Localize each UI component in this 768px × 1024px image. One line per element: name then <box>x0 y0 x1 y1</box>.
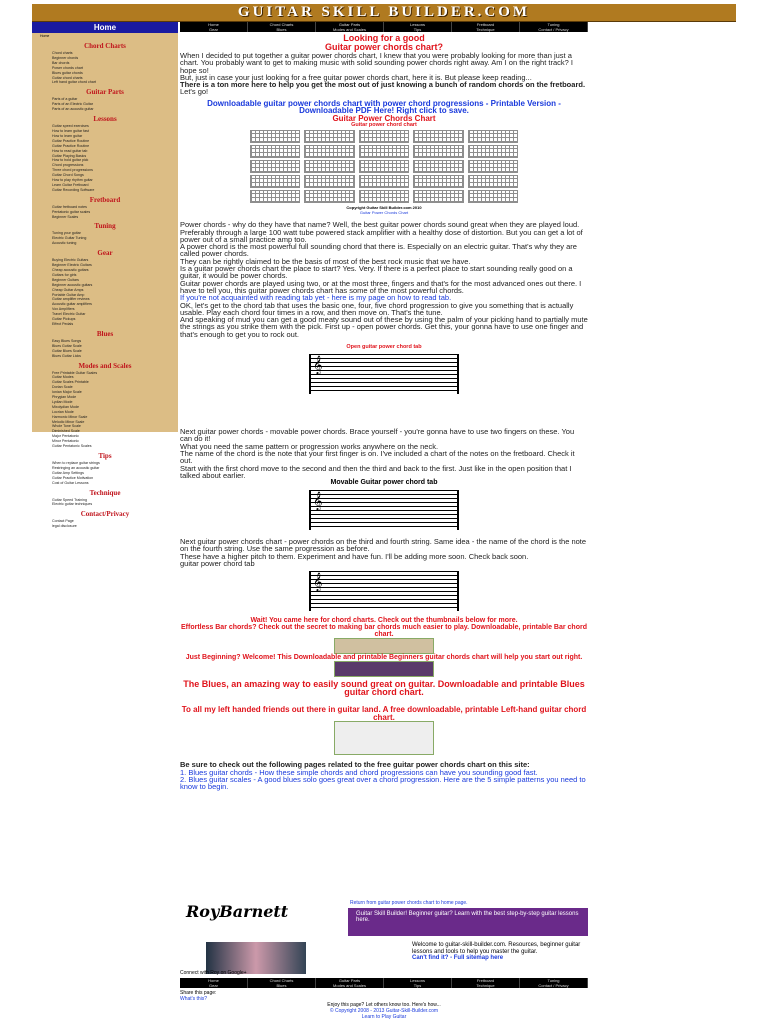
sidebar-link[interactable]: Portable Guitar Amp <box>52 292 85 297</box>
chart-title: Guitar Power Chords Chart <box>332 113 436 123</box>
sidebar-link[interactable]: Acoustic guitar amplifiers <box>52 302 92 307</box>
nav-item[interactable]: Technique <box>452 27 520 32</box>
sidebar-link[interactable]: Electric Guitar Tuning <box>52 236 87 241</box>
sidebar-link[interactable]: Guitar Speed Training <box>52 497 87 502</box>
sidebar-link[interactable]: Harmonic Minor Scale <box>52 414 88 419</box>
signature: RoyBarnett <box>186 902 289 921</box>
sidebar-link[interactable]: Guitar chord charts <box>52 75 83 80</box>
promo-left-hand[interactable]: To all my left handed friends out there in guitar land. A free downloadable, printable Left-hand guitar chord chart. <box>181 705 587 722</box>
download-link[interactable]: Downloadable guitar power chords chart with power chord progressions - Printable Version - Downloadable PDF Here! Right click to save. <box>207 98 561 116</box>
sidebar-link[interactable]: When to replace guitar strings <box>52 461 100 465</box>
sidebar-link[interactable]: Parts of an acoustic guitar <box>52 107 94 112</box>
promo-chord-charts: Wait! You came here for chord charts. Check out the thumbnails below for more. <box>250 617 518 625</box>
sidebar-link[interactable]: Cheap acoustic guitars <box>52 268 89 272</box>
chord-diagram <box>250 145 300 158</box>
sidebar-home-button[interactable]: Home <box>32 22 178 33</box>
sidebar-link[interactable]: Cost of Guitar Lessons <box>52 480 89 485</box>
sidebar <box>32 22 178 529</box>
related-heading: Be sure to check out the following pages related to the free guitar power chords chart on this site: <box>180 760 530 770</box>
sitemap-link[interactable]: Can't find it? - Full sitemap here <box>412 955 504 961</box>
sidebar-link[interactable]: Beginner Guitars <box>52 277 79 282</box>
sidebar-link[interactable]: Beginner chords <box>52 55 79 60</box>
site-banner[interactable] <box>32 4 736 22</box>
chord-diagram <box>468 160 518 173</box>
sidebar-link[interactable]: Learn Guitar Fretboard <box>52 182 89 187</box>
sidebar-link[interactable]: Buying Electric Guitars <box>52 258 89 263</box>
sidebar-section <box>32 222 178 246</box>
sidebar-link[interactable]: legal disclosure <box>52 524 77 529</box>
sidebar-link[interactable]: Dorian Scale <box>52 385 73 390</box>
sidebar-link[interactable]: Blues Guitar Licks <box>52 353 81 358</box>
sidebar-section-title: Tips <box>98 452 112 460</box>
sidebar-link[interactable]: Pentatonic guitar scales <box>52 209 91 214</box>
nav-item[interactable]: Modes and Scales <box>316 27 384 32</box>
chord-diagram <box>304 175 354 188</box>
sidebar-section <box>32 362 178 450</box>
sidebar-link[interactable]: Mixolydian Mode <box>52 404 79 409</box>
sidebar-link[interactable]: Three chord progressions <box>52 168 93 173</box>
sidebar-link[interactable]: Bar chords <box>52 60 70 65</box>
sidebar-link[interactable]: Free Printable Guitar Scales <box>52 370 98 375</box>
sidebar-link[interactable]: How to learn guitar <box>52 133 83 138</box>
sidebar-section-title: Guitar Parts <box>86 88 124 97</box>
sidebar-section <box>32 330 178 359</box>
chord-diagram <box>359 175 409 188</box>
read-tab-link[interactable]: If you're not acquainted with reading tab yet - here is my page on how to read tab. <box>180 293 452 303</box>
third-fourth-string-tab <box>309 571 459 611</box>
nav-item[interactable]: Technique <box>452 983 520 988</box>
sidebar-link[interactable]: Melodic Minor Scale <box>52 419 85 424</box>
sidebar-link[interactable]: Guitar amplifier reviews <box>52 297 90 302</box>
sidebar-link[interactable]: Tuning your guitar <box>52 231 81 236</box>
sidebar-link[interactable]: Whole Tone Scale <box>52 424 81 429</box>
sidebar-home-link[interactable]: Home <box>40 34 50 38</box>
sidebar-link[interactable]: Beginner Electric Guitars <box>52 263 92 268</box>
body-12: Start with the first chord move to the second and then the third and back to the first. Just like in the open position that I talked about earlier. <box>180 463 572 480</box>
chord-diagram <box>468 175 518 188</box>
sidebar-link[interactable]: How to learn guitar fast <box>52 128 89 133</box>
sidebar-link[interactable]: Diminished Scale <box>52 429 80 434</box>
chord-diagram <box>304 145 354 158</box>
nav-item[interactable]: Contact / Privacy <box>520 983 588 988</box>
promo-button[interactable]: Guitar Skill Builder! Beginner guitar? Learn with the best step-by-step guitar lessons here. <box>348 908 588 936</box>
sidebar-link[interactable]: Guitar Playing Basics <box>52 153 87 158</box>
body-2: A power chord is the most powerful full sounding chord that there is. Especially on an electric guitar. That's why they are called power chords. <box>180 242 577 259</box>
chart-subtitle: Guitar power chord chart <box>351 122 417 129</box>
nav-item[interactable]: Fretboard <box>452 978 520 983</box>
sidebar-link[interactable]: How to read guitar tab <box>52 148 88 153</box>
nav-item[interactable]: Tips <box>384 983 452 988</box>
sidebar-link[interactable]: Guitar Practice Motivation <box>52 475 94 480</box>
sidebar-link[interactable]: Power chords chart <box>52 65 83 70</box>
welcome-text: Welcome to guitar-skill-builder.com. Resources, beginner guitar lessons and tools to help you master the guitar. <box>412 942 581 955</box>
nav-item[interactable]: Chord Charts <box>248 22 316 27</box>
body-11: The name of the chord is the note that your first finger is on. I've included a chart of the notes on the fretboard. Check it out. <box>180 448 575 466</box>
sidebar-link[interactable]: Ionian Major Scale <box>52 390 82 395</box>
nav-item[interactable]: Guitar Parts <box>316 22 384 27</box>
sidebar-link[interactable]: Restringing an acoustic guitar <box>52 465 100 470</box>
sidebar-link[interactable]: Guitar Scales Printable <box>52 380 89 385</box>
sidebar-link[interactable]: How to play rhythm guitar <box>52 178 93 183</box>
chord-diagram <box>359 190 409 203</box>
sidebar-link[interactable]: Electric guitar techniques <box>52 502 93 507</box>
intro-3: There is a ton more here to help you get the most out of just knowing a bunch of random chords on the fretboard. <box>180 80 586 90</box>
top-nav <box>180 22 588 32</box>
nav-item[interactable]: Tuning <box>520 22 588 27</box>
sidebar-link[interactable]: Guitar Amp Settings <box>52 470 84 475</box>
sidebar-link[interactable]: Left hand guitar chord chart <box>52 80 96 85</box>
nav-item[interactable]: Guitar Parts <box>316 978 384 983</box>
left-hand-thumbnail[interactable] <box>334 721 434 755</box>
sidebar-link[interactable]: Lydian Mode <box>52 399 73 404</box>
learn-link[interactable]: Learn to Play Guitar <box>361 1014 407 1020</box>
promo-blues[interactable]: The Blues, an amazing way to easily sound great on guitar. Downloadable and printable Blues guitar chord chart. <box>183 679 585 697</box>
sidebar-link[interactable]: Minor Pentatonic <box>52 439 79 444</box>
chord-diagram <box>304 160 354 173</box>
nav-item[interactable]: Tips <box>384 27 452 32</box>
chord-diagram <box>413 190 463 203</box>
sidebar-link[interactable]: How to hold guitar pick <box>52 158 89 163</box>
sidebar-link[interactable]: Guitars for girls <box>52 272 77 277</box>
chord-diagram <box>250 130 300 143</box>
copyright: © Copyright 2008 - 2013 Guitar-Skill-Builder.com <box>329 1008 439 1014</box>
intro-paragraph: When I decided to put together a guitar power chords chart, I knew that you were probably looking for more than just a chart. You probably want to get to making music with solid sounding power chords right away. Am I on the right track? I hope so! <box>180 51 573 75</box>
nav-item[interactable]: Blues <box>248 983 316 988</box>
main-content <box>180 34 588 790</box>
nav-item[interactable]: Modes and Scales <box>316 983 384 988</box>
movable-tab-title: Movable Guitar power chord tab <box>330 479 438 487</box>
sidebar-section <box>32 88 178 112</box>
body-13: Next guitar power chords chart - power chords on the third and fourth string. Same idea - the name of the chord is the note on the fourth string. Use the same progression as before. <box>180 537 587 554</box>
sidebar-link[interactable]: Phrygian Mode <box>52 395 77 400</box>
author-block <box>180 900 588 940</box>
sidebar-section <box>32 452 178 486</box>
chord-diagram <box>413 145 463 158</box>
lets-go: Let's go! <box>180 87 209 97</box>
treble-clef-icon: 𝄞 <box>313 572 323 592</box>
nav-item[interactable]: Lessons <box>384 22 452 27</box>
sidebar-link[interactable]: Major Pentatonic <box>52 434 79 439</box>
bar-chord-thumbnail[interactable] <box>334 638 434 654</box>
nav-item[interactable]: Tuning <box>520 978 588 983</box>
body-3: They can be rightly claimed to be the basis of most of the best rock music that we have. <box>180 256 471 266</box>
sidebar-section-title: Gear <box>97 249 113 258</box>
connect-line[interactable]: Connect with Roy on Google+ <box>180 970 247 976</box>
sidebar-section <box>32 115 178 193</box>
bottom-nav <box>180 978 588 988</box>
sidebar-section-title: Contact/Privacy <box>80 510 130 519</box>
related-blues-chords[interactable]: 1. Blues guitar chords - How these simple chords and chord progressions can have you sounding good fast. <box>180 767 538 777</box>
nav-item[interactable]: Fretboard <box>452 22 520 27</box>
sidebar-section-title: Lessons <box>93 115 117 124</box>
sidebar-link[interactable]: Effect Pedals <box>52 321 74 326</box>
sidebar-link[interactable]: Guitar Practice Routine <box>52 143 90 148</box>
promo-beginner[interactable]: Just Beginning? Welcome! This Downloadable and printable Beginners guitar chords chart will help you start out right. <box>185 654 583 662</box>
site-title: GUITAR SKILL BUILDER.COM <box>237 4 531 20</box>
open-tab-title: Open guitar power chord tab <box>346 344 422 351</box>
sidebar-link[interactable]: Guitar Modes <box>52 375 74 380</box>
related-blues-scales[interactable]: 2. Blues guitar scales - A good blues solo goes great over a chord progression. Here are the 5 simple patterns you need to know to begin. <box>180 774 586 792</box>
sidebar-section-title: Blues <box>96 329 114 338</box>
beginner-chord-thumbnail[interactable] <box>334 661 434 677</box>
movable-chord-tab <box>309 490 459 530</box>
body-5: Guitar power chords are played using two, or at the most three, fingers and that's for the most advanced ones out there. I have to tell you, this guitar power chords chart has some of the most powerful chords. <box>180 278 582 295</box>
sidebar-link[interactable]: Guitar Pickups <box>52 317 76 322</box>
nav-item[interactable]: Lessons <box>384 978 452 983</box>
nav-item[interactable]: Home <box>180 978 248 983</box>
footer <box>180 990 588 1020</box>
heading-2: Guitar power chords chart? <box>324 42 444 52</box>
sidebar-section-title: Fretboard <box>89 195 121 204</box>
body-10: What you need the same pattern or progression works anywhere on the neck. <box>180 441 439 451</box>
body-7: OK, let's get to the chord tab that uses the basic one, four, five chord progression to give you something that is actually usable. Play each chord four times in a row, and then move on. That's the tune. <box>180 300 574 317</box>
body-8: And speaking of mud you can get a good meaty sound out of these by using the palm of your picking hand to partially mute the strings as you strike them with the pick. First up - open power chords. Get this, your gonna have to use one finger and that's enough to get you to rock out. <box>180 315 588 339</box>
body-4: Is a guitar power chords chart the place to start? Yes. Very. If there is a perfect place to start sounding really good on a guitar, it would be power chords. <box>180 264 573 281</box>
nav-item[interactable]: Chord Charts <box>248 978 316 983</box>
chord-diagram <box>359 130 409 143</box>
nav-item[interactable]: Blues <box>248 27 316 32</box>
chord-diagram <box>304 190 354 203</box>
sidebar-section <box>32 489 178 508</box>
chord-diagram <box>413 160 463 173</box>
chord-diagram <box>468 130 518 143</box>
sidebar-section <box>32 249 178 327</box>
chord-diagram <box>250 190 300 203</box>
chord-diagram <box>413 130 463 143</box>
sidebar-link[interactable]: Acoustic tuning <box>52 241 77 246</box>
sidebar-link[interactable]: Cheap Guitar Amps <box>52 287 84 292</box>
sidebar-link[interactable]: Easy Blues Songs <box>52 338 82 343</box>
sidebar-link[interactable]: Blues Guitar Scale <box>52 343 82 348</box>
intro-2: But, just in case your just looking for a free guitar power chords chart, here it is. But please keep reading... <box>180 72 532 82</box>
sidebar-link[interactable]: Guitar Practice Routine <box>52 138 90 143</box>
return-home-link[interactable]: Return from guitar power chords chart to home page. <box>350 900 468 906</box>
sidebar-link[interactable]: Contact Page <box>52 519 74 524</box>
chord-diagram <box>468 145 518 158</box>
body-9: Next guitar power chords - movable power chords. Brace yourself - you're gonna have to use two fingers on these. You can do it! <box>180 427 575 444</box>
chart-copyright: Copyright Guitar Skill Builder.com 2010 <box>346 205 422 211</box>
chord-diagram <box>413 175 463 188</box>
sidebar-link[interactable]: Locrian Mode <box>52 409 74 414</box>
sidebar-link[interactable]: Vox Amplifiers <box>52 307 75 312</box>
chord-diagram <box>468 190 518 203</box>
welcome-block <box>412 942 588 962</box>
nav-item[interactable]: Gear <box>180 27 248 32</box>
sidebar-section-title: Modes and Scales <box>78 361 132 370</box>
sidebar-section <box>32 510 178 529</box>
sidebar-section-title: Technique <box>89 488 121 497</box>
treble-clef-icon: 𝄞 <box>313 355 323 375</box>
chord-diagram <box>359 145 409 158</box>
sidebar-section <box>32 42 178 85</box>
sidebar-link[interactable]: Chord progressions <box>52 163 84 168</box>
nav-item[interactable]: Home <box>180 22 248 27</box>
sidebar-link[interactable]: Chord charts <box>52 51 73 55</box>
chord-diagram <box>359 160 409 173</box>
sidebar-link[interactable]: Guitar Chord Songs <box>52 173 84 178</box>
promo-bar-chords[interactable]: Effortless Bar chords? Check out the secret to making bar chords much easier to play. Downloadable, printable Bar chord chart. <box>181 624 587 639</box>
share-label: Share this page: <box>180 990 217 996</box>
power-chord-chart[interactable] <box>250 130 518 203</box>
open-chord-tab <box>309 354 459 394</box>
chord-diagram <box>304 130 354 143</box>
chord-diagram <box>250 175 300 188</box>
sidebar-link[interactable]: Guitar Blues Scale <box>52 348 82 353</box>
sidebar-link[interactable]: Guitar speed exercises <box>52 124 89 129</box>
sidebar-link[interactable]: Blues guitar chords <box>52 70 83 75</box>
heading-1: Looking for a good <box>343 33 425 43</box>
chart-caption[interactable]: Guitar Power Chords Chart <box>359 210 409 216</box>
sidebar-link[interactable]: Travel Electric Guitar <box>52 312 86 317</box>
sidebar-link[interactable]: Guitar Recording Software <box>52 187 95 192</box>
treble-clef-icon: 𝄞 <box>313 491 323 511</box>
tab3-title: guitar power chord tab <box>180 559 255 568</box>
sidebar-link[interactable]: Guitar fretboard notes <box>52 204 87 209</box>
chord-diagram <box>250 160 300 173</box>
whats-this-link[interactable]: What's this? <box>180 996 208 1002</box>
nav-item[interactable]: Contact / Privacy <box>520 27 588 32</box>
body-14: These have a higher pitch to them. Experiment and have fun. I'll be adding more soon. Check back soon. <box>180 551 529 561</box>
sidebar-section-title: Tuning <box>94 222 116 231</box>
sidebar-link[interactable]: Parts of an Electric Guitar <box>52 102 93 107</box>
sidebar-link[interactable]: Guitar Pentatonic Scales <box>52 444 92 449</box>
body-1: Power chords - why do they have that name? Well, the best guitar power chords sound great when they are played loud. Preferably through a large 100 watt tube powered stack amplifier with a healthy dose of distortion. But you can get a lot of power out of a small practice amp too. <box>180 220 583 244</box>
sidebar-section-title: Chord Charts <box>84 42 126 50</box>
sidebar-section <box>32 196 178 220</box>
sidebar-link[interactable]: Beginner acoustic guitars <box>52 282 93 287</box>
sidebar-link[interactable]: Beginner Scales <box>52 214 79 219</box>
nav-item[interactable]: Gear <box>180 983 248 988</box>
sidebar-link[interactable]: Parts of a guitar <box>52 97 78 102</box>
enjoy-text: Enjoy this page? Let others know too. Here's how... <box>327 1002 441 1008</box>
